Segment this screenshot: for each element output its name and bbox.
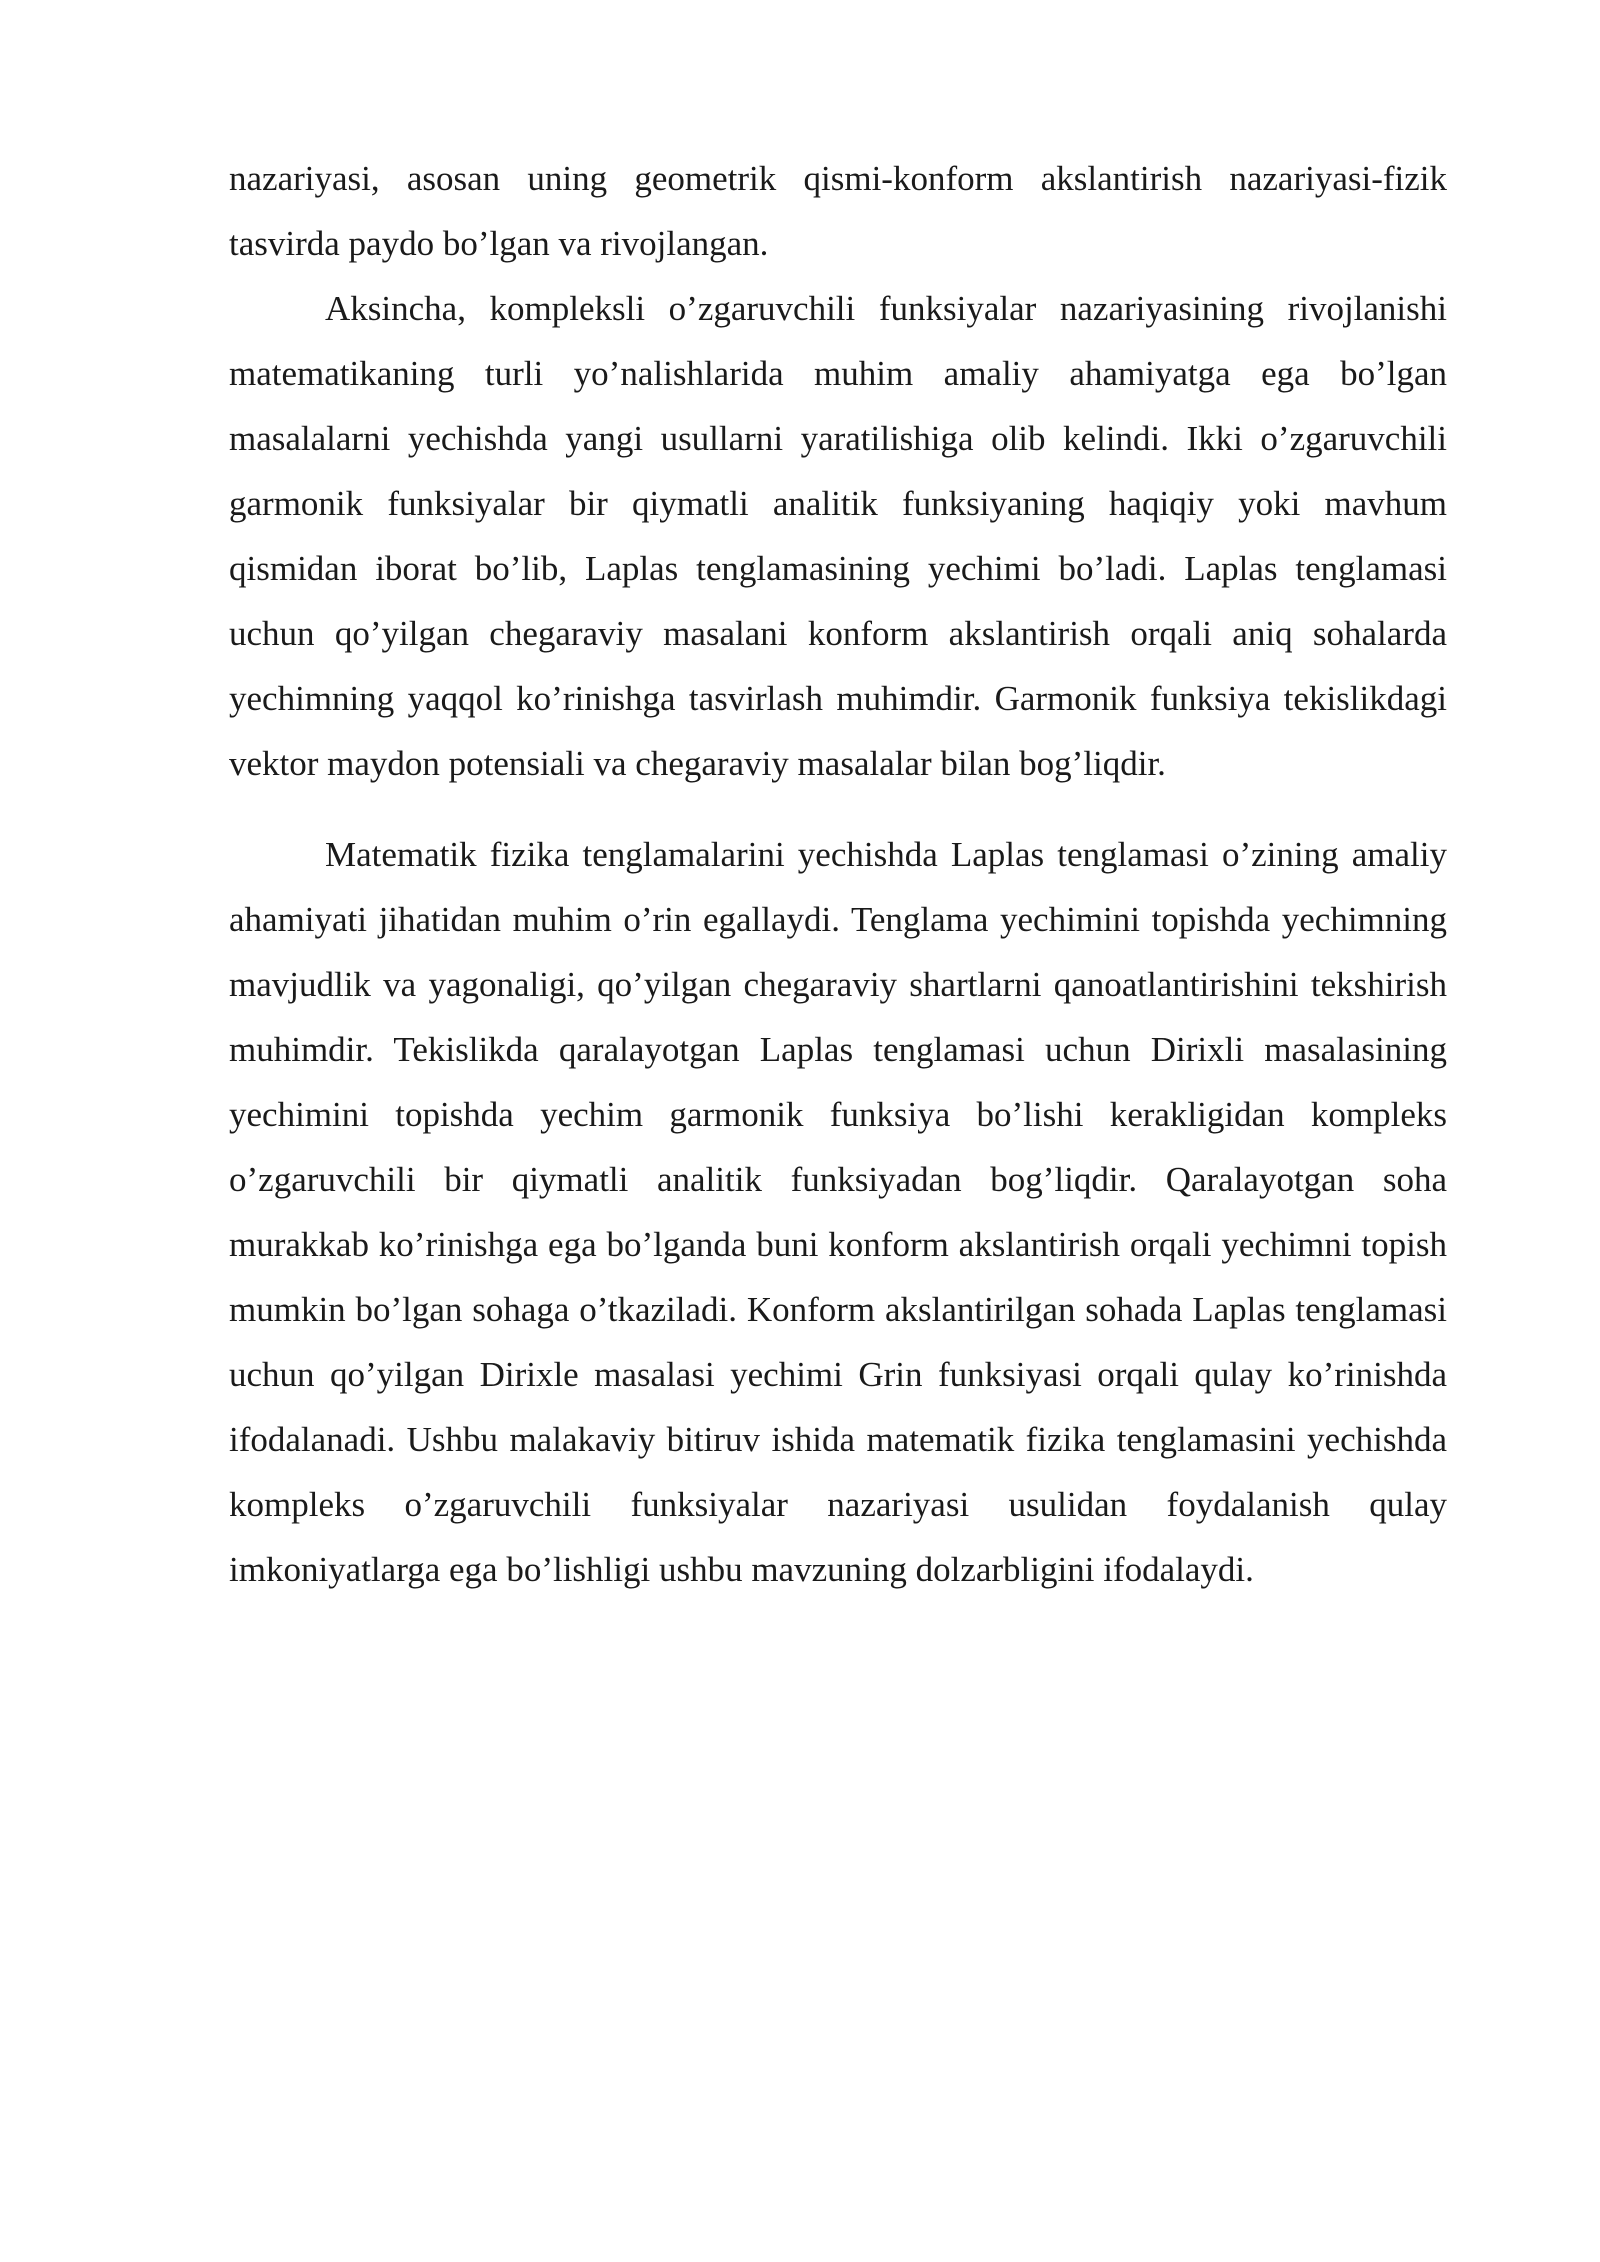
body-text <box>229 146 1447 1602</box>
paragraph-complex-functions: Aksincha, kompleksli o’zgaruvchili funksiyalar nazariyasining rivojlanishi matematikaning turli yo’nalishlarida muhim amaliy ahamiyatga ega bo’lgan masalalarni yechishda yangi usullarni yaratilishiga olib kelindi. Ikki o’zgaruvchili garmonik funksiyalar bir qiymatli analitik funksiyaning haqiqiy yoki mavhum qismidan iborat bo’lib, Laplas tenglamasining yechimi bo’ladi. Laplas tenglamasi uchun qo’yilgan chegaraviy masalani konform akslantirish orqali aniq sohalarda yechimning yaqqol ko’rinishga tasvirlash muhimdir. Garmonik funksiya tekislikdagi vektor maydon potensiali va chegaraviy masalalar bilan bog’liqdir. <box>229 289 1447 783</box>
paragraph-laplas-equation: Matematik fizika tenglamalarini yechishda Laplas tenglamasi o’zining amaliy ahamiyati jihatidan muhim o’rin egallaydi. Tenglama yechimini topishda yechimning mavjudlik va yagonaligi, qo’yilgan chegaraviy shartlarni qanoatlantirishini tekshirish muhimdir. Tekislikda qaralayotgan Laplas tenglamasi uchun Dirixli masalasining yechimini topishda yechim garmonik funksiya bo’lishi kerakligidan kompleks o’zgaruvchili bir qiymatli analitik funksiyadan bog’liqdir. Qaralayotgan soha murakkab ko’rinishga ega bo’lganda buni konform akslantirish orqali yechimni topish mumkin bo’lgan sohaga o’tkaziladi. Konform akslantirilgan sohada Laplas tenglamasi uchun qo’yilgan Dirixle masalasi yechimi Grin funksiyasi orqali qulay ko’rinishda ifodalanadi. Ushbu malakaviy bitiruv ishida matematik fizika tenglamasini yechishda kompleks o’zgaruvchili funksiyalar nazariyasi usulidan foydalanish qulay imkoniyatlarga ega bo’lishligi ushbu mavzuning dolzarbligini ifodalaydi. <box>229 835 1447 1589</box>
paragraph-continuation: nazariyasi, asosan uning geometrik qismi-konform akslantirish nazariyasi-fizik tasvirda paydo bo’lgan va rivojlangan. <box>229 159 1447 263</box>
